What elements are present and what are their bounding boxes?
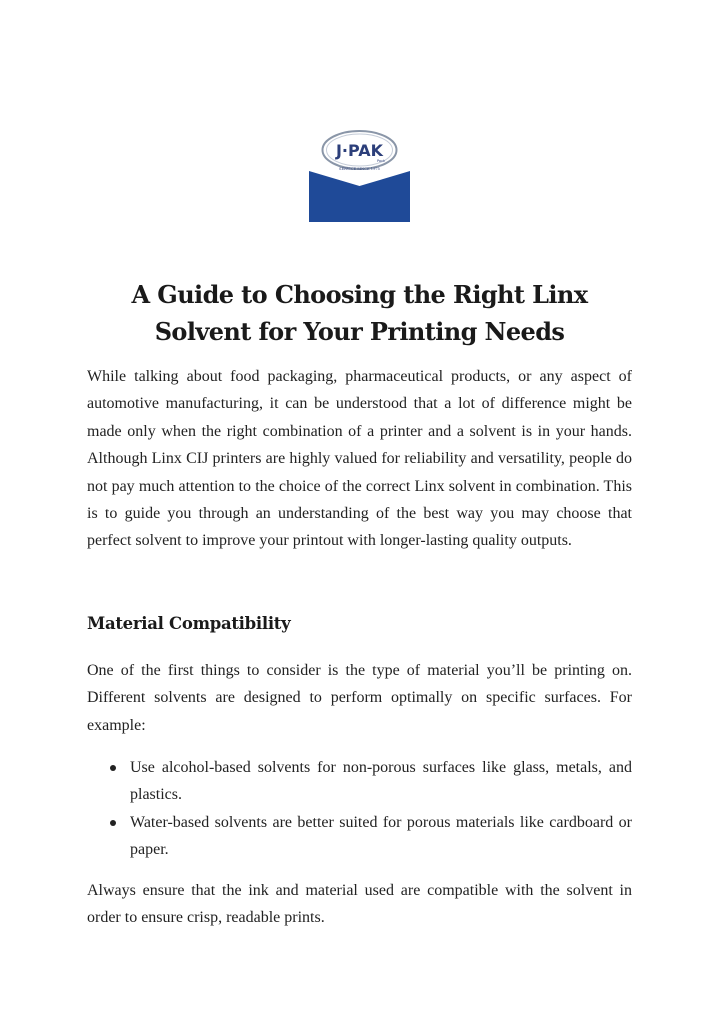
bullet-text: Water-based solvents are better suited for porous materials like cardboard or paper.: [130, 813, 632, 859]
section-lead-paragraph: One of the first things to consider is the type of material you’ll be printing on. Different solvents are designed to perform optimally on specific surfaces. For example:: [87, 662, 632, 734]
bullet-text: Use alcohol-based solvents for non-porous surfaces like glass, metals, and plastics.: [130, 759, 632, 804]
logo-tagline: SERVICE SINCE 1975: [339, 167, 380, 171]
logo-small-text: Pack: [376, 159, 386, 163]
jpak-logo: [309, 126, 410, 222]
bullet-dot-icon: [110, 765, 116, 771]
intro-paragraph: While talking about food packaging, pharmaceutical products, or any aspect of automotive manufacturing, it can be understood that a lot of difference might be made only when the right combination of a printer and a solvent is in your hands. Although Linx CIJ printers are highly valued for reliability and versatility, people do not pay much attention to the choice of the correct Linx solvent in combination. This is to guide you through an understanding of the best way you may choose that perfect solvent to improve your printout with longer-lasting quality outputs.: [87, 368, 632, 550]
section-heading: Material Compatibility: [87, 614, 291, 633]
document-title: A Guide to Choosing the Right Linx Solvent for Your Printing Needs: [131, 280, 588, 346]
bullet-list: [87, 754, 632, 864]
bullet-item: [87, 754, 632, 809]
closing-paragraph: Always ensure that the ink and material used are compatible with the solvent in order to ensure crisp, readable prints.: [87, 882, 632, 927]
logo-brand-text: J·PAK: [335, 141, 384, 160]
bullet-dot-icon: [110, 820, 116, 826]
bullet-item: [87, 809, 632, 864]
